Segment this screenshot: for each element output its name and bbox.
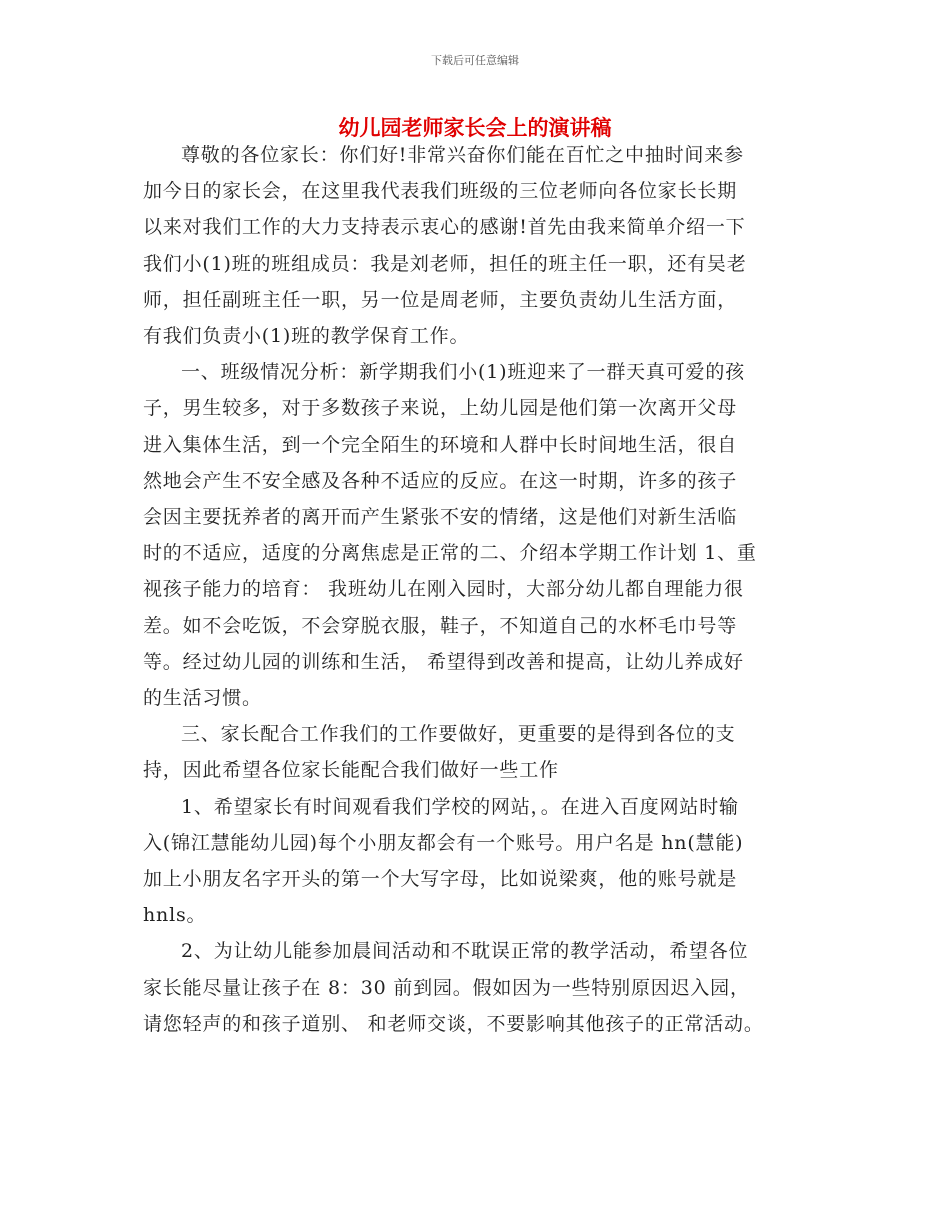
text-line: 以来对我们工作的大力支持表示衷心的感谢!首先由我来简单介绍一下 <box>143 216 746 239</box>
text-line: 的生活习惯。 <box>143 687 262 710</box>
text-line: 三、家长配合工作我们的工作要做好，更重要的是得到各位的支 <box>181 723 736 746</box>
text-line: 有我们负责小(1)班的教学保育工作。 <box>143 325 470 348</box>
paragraph-parent-cooperation <box>143 716 843 788</box>
text-line: 子，男生较多，对于多数孩子来说，上幼儿园是他们第一次离开父母 <box>143 397 738 420</box>
paragraph-website-item <box>143 789 843 934</box>
text-line: 时的不适应，适度的分离焦虑是正常的二、介绍本学期工作计划 1、重 <box>143 542 757 565</box>
text-line: 家长能尽量让孩子在 8：30 前到园。假如因为一些特别原因迟入园， <box>143 976 750 999</box>
text-line: 2、为让幼儿能参加晨间活动和不耽误正常的教学活动，希望各位 <box>181 940 749 963</box>
text-line: 加今日的家长会，在这里我代表我们班级的三位老师向各位家长长期 <box>143 180 738 203</box>
text-line: 视孩子能力的培育： 我班幼儿在刚入园时，大部分幼儿都自理能力很 <box>143 578 744 601</box>
paragraph-greeting <box>143 137 843 354</box>
paragraph-arrival-item <box>143 933 843 1042</box>
text-line: 请您轻声的和孩子道别、 和老师交谈，不要影响其他孩子的正常活动。 <box>143 1012 764 1035</box>
text-line: 一、班级情况分析：新学期我们小(1)班迎来了一群天真可爱的孩 <box>181 361 745 384</box>
text-line: 等。经过幼儿园的训练和生活， 希望得到改善和提高，让幼儿养成好 <box>143 650 744 673</box>
text-line: 尊敬的各位家长：你们好!非常兴奋你们能在百忙之中抽时间来参 <box>181 144 744 166</box>
text-line: 加上小朋友名字开头的第一个大写字母，比如说梁爽，他的账号就是 <box>143 868 738 891</box>
text-line: 会因主要抚养者的离开而产生紧张不安的情绪，这是他们对新生活临 <box>143 506 738 529</box>
text-line: 然地会产生不安全感及各种不适应的反应。在这一时期，许多的孩子 <box>143 469 738 492</box>
paragraph-class-analysis <box>143 354 843 716</box>
text-line: 师，担任副班主任一职，另一位是周老师，主要负责幼儿生活方面， <box>143 288 738 311</box>
text-line: 入(锦江慧能幼儿园)每个小朋友都会有一个账号。用户名是 hn(慧能) <box>143 831 744 854</box>
document-body <box>143 137 843 1042</box>
text-line: 我们小(1)班的班组成员：我是刘老师，担任的班主任一职，还有吴老 <box>143 252 747 275</box>
page-header-note: 下载后可任意编辑 <box>431 54 519 67</box>
text-line: hnls。 <box>143 904 207 927</box>
text-line: 1、希望家长有时间观看我们学校的网站，。在进入百度网站时输 <box>181 795 739 818</box>
text-line: 差。如不会吃饭，不会穿脱衣服，鞋子，不知道自己的水杯毛巾号等 <box>143 614 738 637</box>
document-title: 幼儿园老师家长会上的演讲稿 <box>338 116 612 140</box>
text-line: 持，因此希望各位家长能配合我们做好一些工作 <box>143 759 559 782</box>
text-line: 进入集体生活，到一个完全陌生的环境和人群中长时间地生活，很自 <box>143 433 738 456</box>
